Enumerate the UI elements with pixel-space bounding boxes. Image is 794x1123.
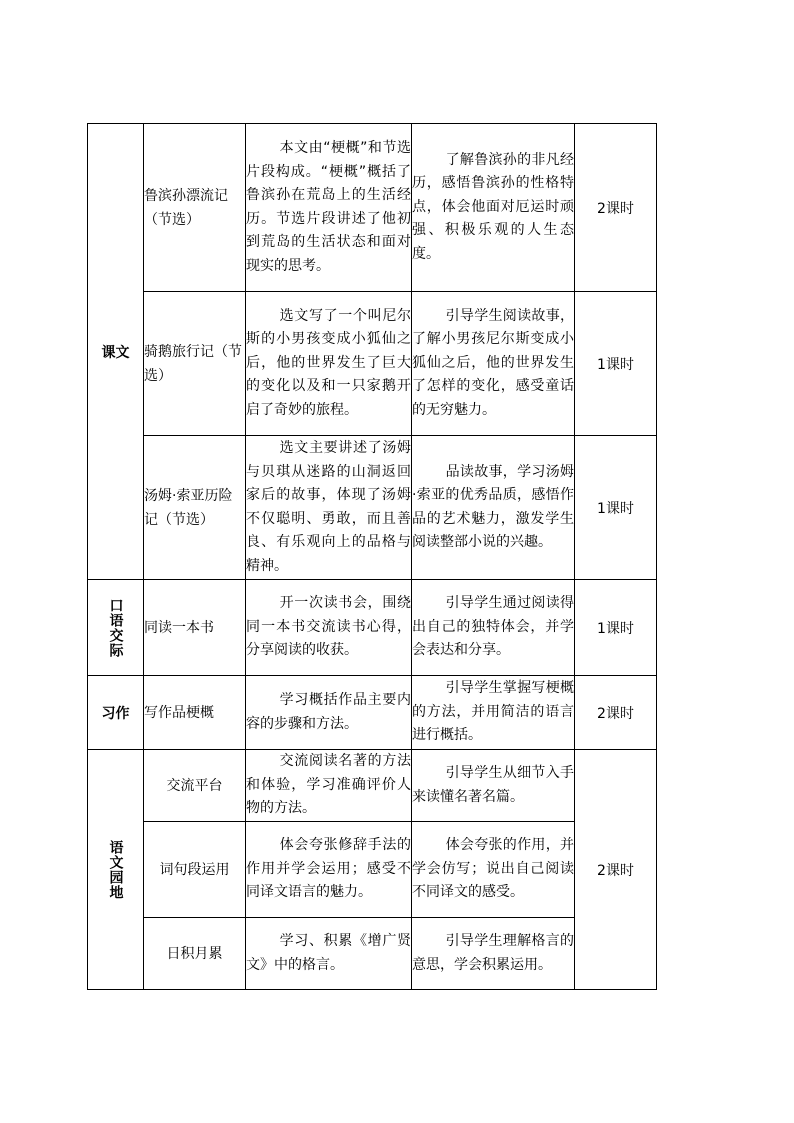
lesson-description: 选文写了一个叫尼尔斯的小男孩变成小狐仙之后，他的世界发生了巨大的变化以及和一只家鹅开启了奇妙的旅程。 bbox=[246, 292, 412, 436]
table-row bbox=[88, 676, 657, 750]
lesson-title: 写作品梗概 bbox=[144, 676, 246, 750]
lesson-title: 汤姆·索亚历险记（节选） bbox=[144, 436, 246, 580]
lesson-description: 本文由“梗概”和节选片段构成。“梗概”概括了鲁滨孙在荒岛上的生活经历。节选片段讲述了他初到荒岛的生活状态和面对现实的思考。 bbox=[246, 124, 412, 292]
lesson-title: 日积月累 bbox=[144, 918, 246, 990]
table-row bbox=[88, 750, 657, 822]
lesson-description: 学习概括作品主要内容的步骤和方法。 bbox=[246, 676, 412, 750]
lesson-goal: 引导学生阅读故事，了解小男孩尼尔斯变成小狐仙之后，他的世界发生了怎样的变化，感受童话的无穷魅力。 bbox=[412, 292, 575, 436]
lesson-goal: 品读故事，学习汤姆·索亚的优秀品质，感悟作品的艺术魅力，激发学生阅读整部小说的兴趣。 bbox=[412, 436, 575, 580]
lesson-description: 交流阅读名著的方法和体验，学习准确评价人物的方法。 bbox=[246, 750, 412, 822]
lesson-description: 学习、积累《增广贤文》中的格言。 bbox=[246, 918, 412, 990]
table-row bbox=[88, 436, 657, 580]
category-xizuo: 习作 bbox=[88, 676, 144, 750]
lesson-hours: 1课时 bbox=[575, 436, 657, 580]
lesson-description: 体会夸张修辞手法的作用并学会运用；感受不同译文语言的魅力。 bbox=[246, 822, 412, 918]
category-yuandi: 语文园地 bbox=[88, 750, 144, 990]
lesson-hours: 2课时 bbox=[575, 676, 657, 750]
lesson-title: 词句段运用 bbox=[144, 822, 246, 918]
lesson-title: 同读一本书 bbox=[144, 580, 246, 676]
lesson-description: 选文主要讲述了汤姆与贝琪从迷路的山洞返回家后的故事，体现了汤姆不仅聪明、勇敢，而且善良、有乐观向上的品格与精神。 bbox=[246, 436, 412, 580]
lesson-hours: 1课时 bbox=[575, 580, 657, 676]
lesson-goal: 引导学生理解格言的意思，学会积累运用。 bbox=[412, 918, 575, 990]
table-row bbox=[88, 124, 657, 292]
category-kouyu: 口语交际 bbox=[88, 580, 144, 676]
table-row bbox=[88, 580, 657, 676]
lesson-hours: 1课时 bbox=[575, 292, 657, 436]
lesson-title: 交流平台 bbox=[144, 750, 246, 822]
lesson-title: 骑鹅旅行记（节选） bbox=[144, 292, 246, 436]
lesson-goal: 了解鲁滨孙的非凡经历，感悟鲁滨孙的性格特点，体会他面对厄运时顽强、积极乐观的人生态度。 bbox=[412, 124, 575, 292]
table-row bbox=[88, 292, 657, 436]
lesson-plan-table bbox=[87, 123, 657, 990]
lesson-hours: 2课时 bbox=[575, 750, 657, 990]
table-row bbox=[88, 822, 657, 918]
lesson-goal: 引导学生通过阅读得出自己的独特体会，并学会表达和分享。 bbox=[412, 580, 575, 676]
lesson-goal: 体会夸张的作用，并学会仿写；说出自己阅读不同译文的感受。 bbox=[412, 822, 575, 918]
lesson-goal: 引导学生掌握写梗概的方法，并用简洁的语言进行概括。 bbox=[412, 676, 575, 750]
category-kewen: 课文 bbox=[88, 124, 144, 580]
lesson-description: 开一次读书会，围绕同一本书交流读书心得，分享阅读的收获。 bbox=[246, 580, 412, 676]
table-row bbox=[88, 918, 657, 990]
lesson-goal: 引导学生从细节入手来读懂名著名篇。 bbox=[412, 750, 575, 822]
lesson-hours: 2课时 bbox=[575, 124, 657, 292]
lesson-title: 鲁滨孙漂流记（节选） bbox=[144, 124, 246, 292]
